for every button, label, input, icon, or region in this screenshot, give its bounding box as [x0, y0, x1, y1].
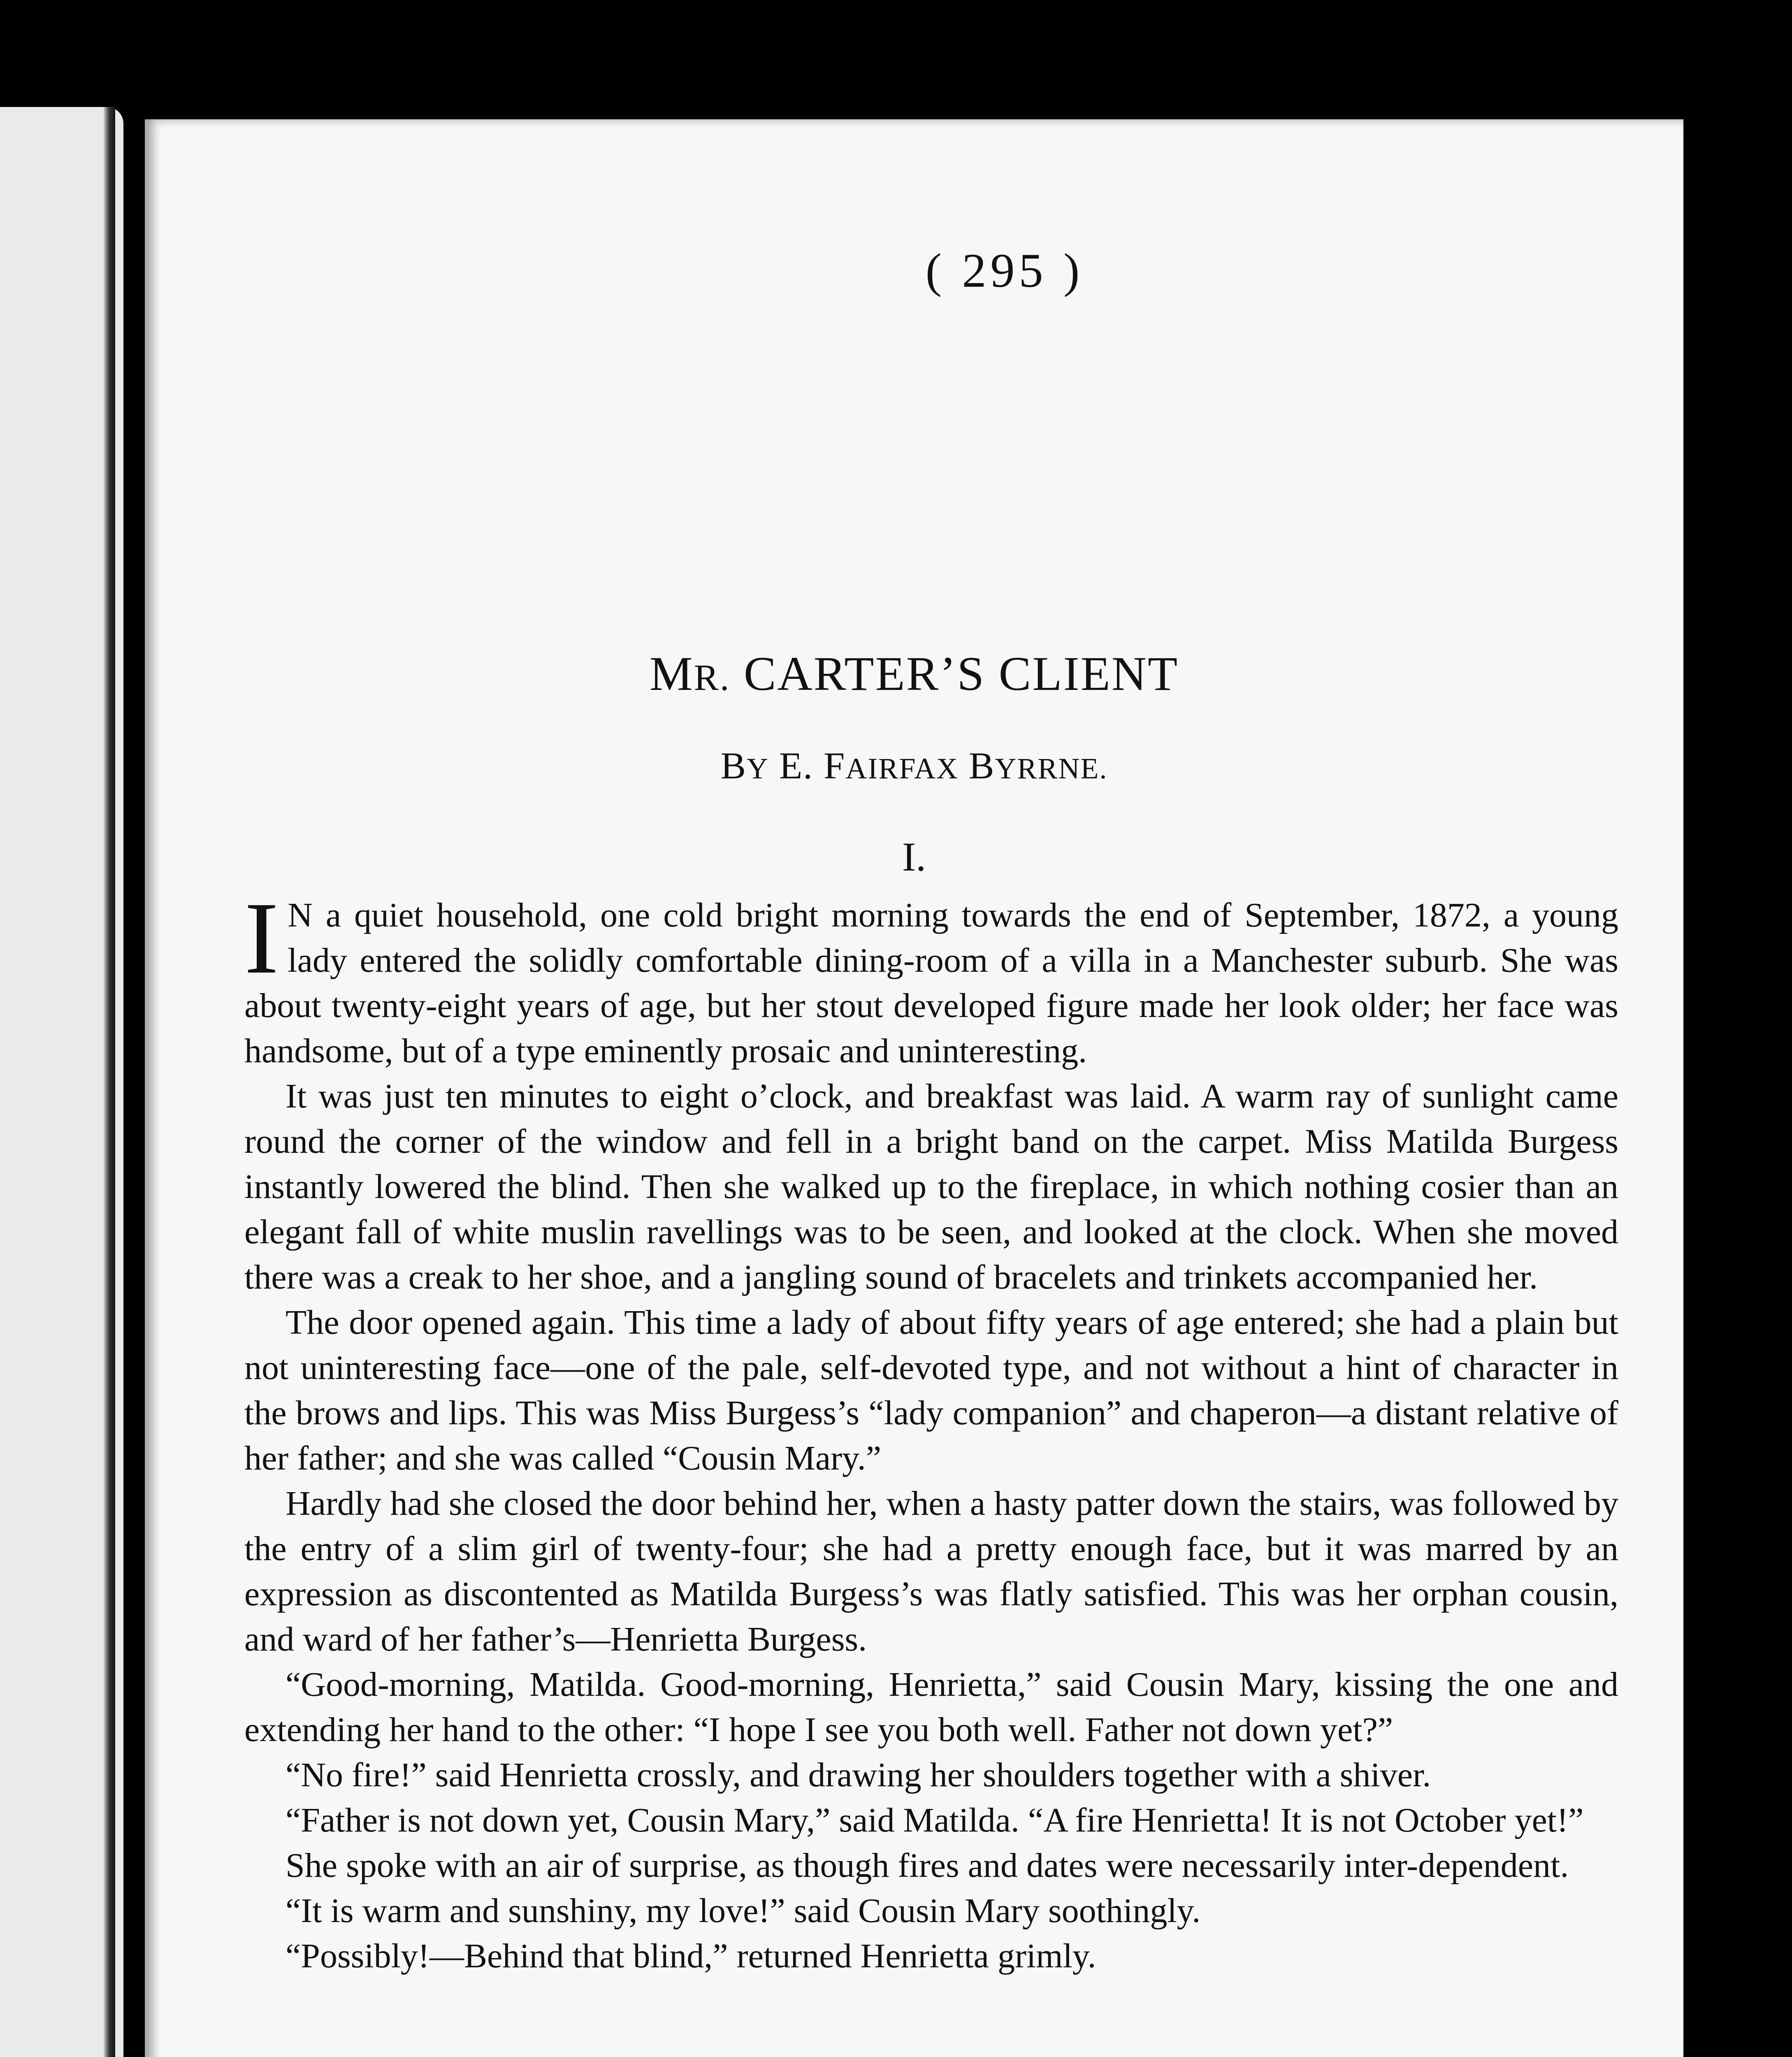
drop-cap: I [244, 881, 279, 995]
byline-yrrne: YRRNE. [995, 752, 1108, 785]
byline-e: E. F [768, 745, 846, 787]
paragraph-4: Hardly had she closed the door behind her, when a hasty patter down the stairs, was followed by the entry of a slim girl of twenty-four; she had a pretty enough face, but it was marred by an expression as discontented as Matilda Burgess’s was flatly satisfied. This was her orphan cousin, and ward of her father’s—Henrietta Burgess. [244, 1484, 1618, 1658]
book-gutter [104, 107, 115, 2057]
paragraph-10: “Possibly!—Behind that blind,” returned Henrietta grimly. [286, 1937, 1096, 1975]
title-r: R. [694, 657, 731, 698]
story-title [145, 646, 1683, 702]
author-byline [145, 744, 1683, 787]
paragraph-3: The door opened again. This time a lady of about fifty years of age entered; she had a plain but not uninteresting face—one of the pale, self-devoted type, and not without a hint of character in the brows and lips. This was Miss Burgess’s “lady companion” and chaperon—a distant relative of her father; and she was called “Cousin Mary.” [244, 1303, 1618, 1477]
title-m: M [649, 647, 694, 701]
paragraph-8: She spoke with an air of surprise, as though fires and dates were necessarily inter-dependent. [286, 1846, 1569, 1885]
facing-page-edge [0, 107, 123, 2057]
paragraph-1 [244, 881, 1618, 1074]
book-page [145, 119, 1683, 2057]
byline-b2: B [959, 745, 995, 787]
byline-b: B [720, 745, 747, 787]
page-number: ( 295 ) [925, 244, 1084, 297]
byline-y: Y [746, 752, 769, 785]
story-body [244, 881, 1618, 1979]
paragraph-9: “It is warm and sunshiny, my love!” said Cousin Mary soothingly. [286, 1892, 1201, 1930]
title-rest: CARTER’S CLIENT [730, 647, 1179, 701]
byline-airfax: AIRFAX [845, 752, 959, 785]
paragraph-5: “Good-morning, Matilda. Good-morning, Henrietta,” said Cousin Mary, kissing the one and extending her hand to the other: “I hope I see you both well. Father not down yet?” [244, 1665, 1618, 1749]
section-numeral: I. [902, 834, 926, 880]
paragraph-1-text: N a quiet household, one cold bright morning towards the end of September, 1872, a young lady entered the solidly comfortable dining-room of a villa in a Manchester suburb. She was about twenty-eight years of age, but her stout developed figure made her look older; her face was handsome, but of a type eminently prosaic and uninteresting. [244, 896, 1618, 1070]
paragraph-7: “Father is not down yet, Cousin Mary,” said Matilda. “A fire Henrietta! It is not October yet!” [286, 1801, 1584, 1839]
paragraph-2: It was just ten minutes to eight o’clock, and breakfast was laid. A warm ray of sunlight came round the corner of the window and fell in a bright band on the carpet. Miss Matilda Burgess instantly lowered the blind. Then she walked up to the fireplace, in which nothing cosier than an elegant fall of white muslin ravellings was to be seen, and looked at the clock. When she moved there was a creak to her shoe, and a jangling sound of bracelets and trinkets accompanied her. [244, 1077, 1618, 1296]
paragraph-6: “No fire!” said Henrietta crossly, and drawing her shoulders together with a shiver. [286, 1756, 1431, 1794]
